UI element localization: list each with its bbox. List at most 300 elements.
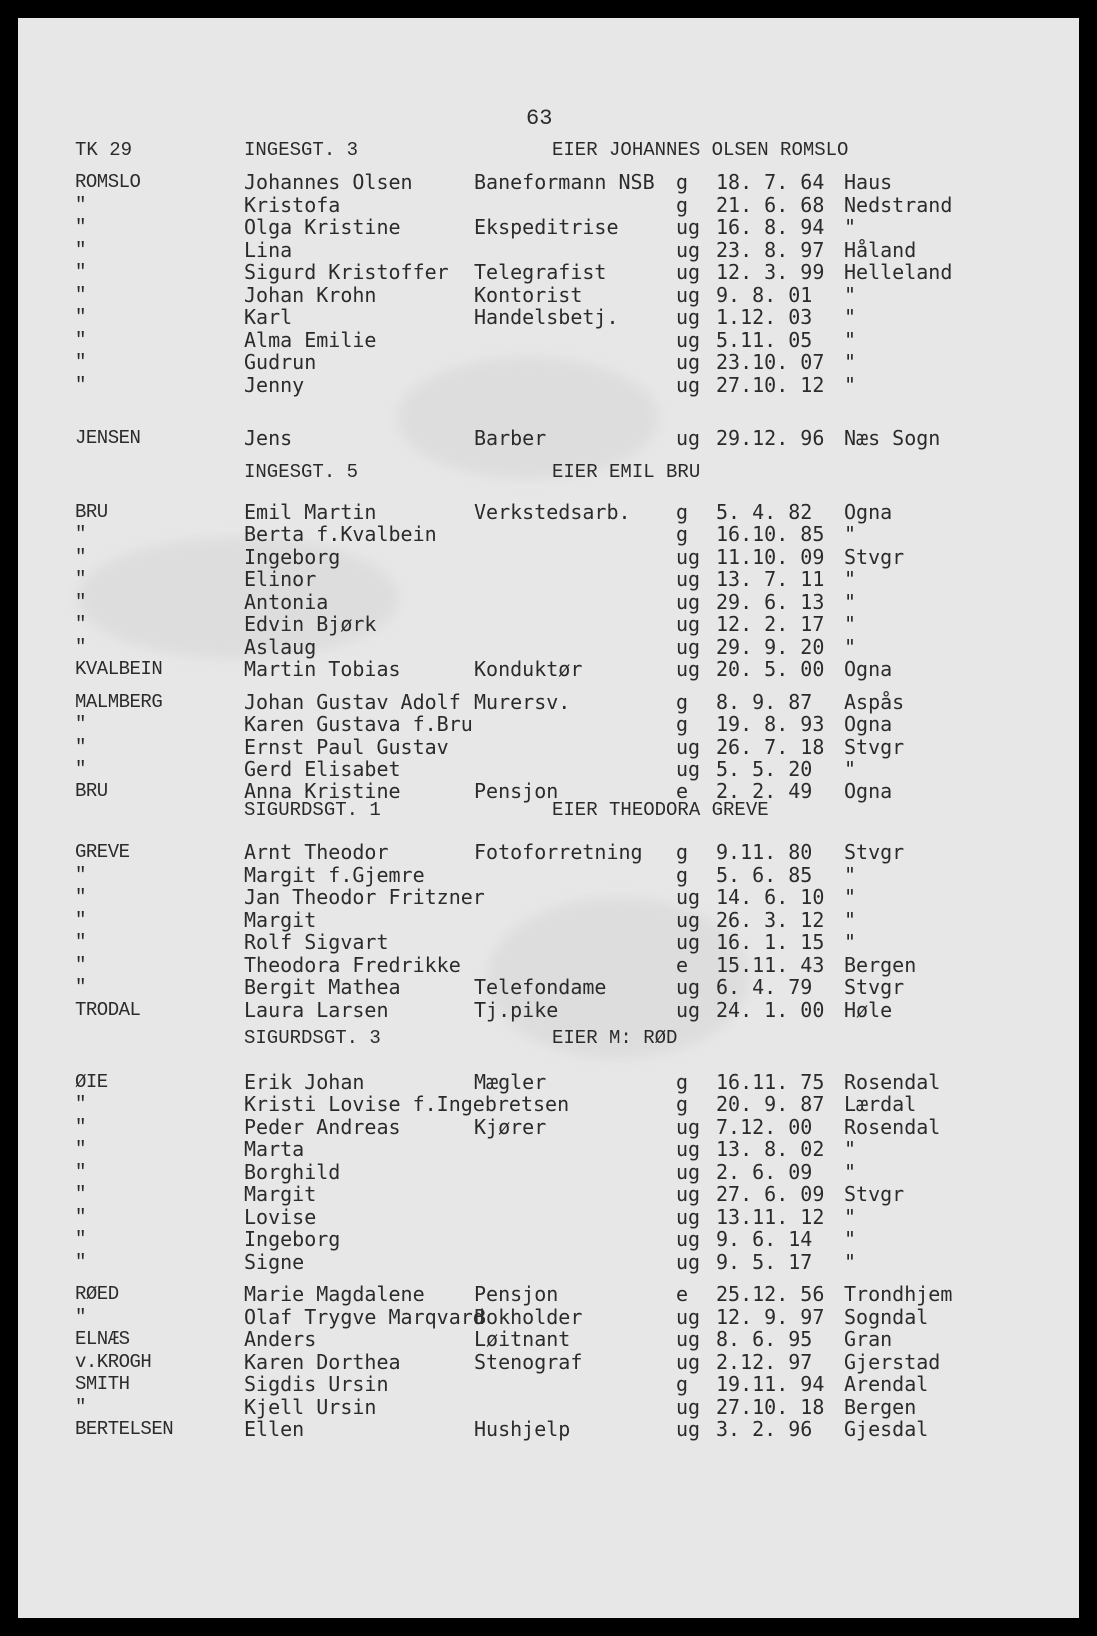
birth-place: " — [844, 1137, 857, 1161]
register-row — [18, 1115, 1079, 1139]
surname: " — [75, 758, 86, 780]
given-names: Johan Gustav Adolf — [244, 690, 461, 714]
given-names: Theodora Fredrikke — [244, 953, 461, 977]
birth-date: 12. 3. 99 — [716, 260, 825, 284]
civil-status: ug — [676, 612, 701, 636]
birth-date: 29. 6. 13 — [716, 590, 825, 614]
occupation: Baneformann NSB — [474, 170, 655, 194]
birth-place: " — [844, 757, 857, 781]
occupation: Mægler — [474, 1070, 547, 1094]
given-names: Signe — [244, 1250, 305, 1274]
given-names: Antonia — [244, 590, 329, 614]
birth-date: 14. 6. 10 — [716, 885, 825, 909]
civil-status: g — [676, 1092, 689, 1116]
birth-date: 9. 6. 14 — [716, 1227, 813, 1251]
birth-date: 11.10. 09 — [716, 545, 825, 569]
birth-date: 26. 3. 12 — [716, 908, 825, 932]
occupation: Pensjon — [474, 1282, 559, 1306]
register-row — [18, 283, 1079, 307]
birth-place: " — [844, 930, 857, 954]
given-names: Edvin Bjørk — [244, 612, 377, 636]
birth-place: Stvgr — [844, 545, 905, 569]
surname: " — [75, 261, 86, 283]
register-row — [18, 1137, 1079, 1161]
register-row — [18, 1227, 1079, 1251]
birth-place: Gran — [844, 1327, 893, 1351]
birth-date: 5. 5. 20 — [716, 757, 813, 781]
surname: JENSEN — [75, 427, 141, 449]
register-row — [18, 305, 1079, 329]
occupation: Telegrafist — [474, 260, 607, 284]
surname: KVALBEIN — [75, 658, 163, 680]
civil-status: ug — [676, 998, 701, 1022]
birth-date: 19.11. 94 — [716, 1372, 825, 1396]
birth-place: " — [844, 328, 857, 352]
birth-place: Bergen — [844, 1395, 917, 1419]
register-row — [18, 567, 1079, 591]
birth-place: Høle — [844, 998, 893, 1022]
birth-date: 23.10. 07 — [716, 350, 825, 374]
birth-date: 25.12. 56 — [716, 1282, 825, 1306]
given-names: Kjell Ursin — [244, 1395, 377, 1419]
civil-status: g — [676, 863, 689, 887]
given-names: Laura Larsen — [244, 998, 389, 1022]
register-row — [18, 735, 1079, 759]
birth-date: 27. 6. 09 — [716, 1182, 825, 1206]
surname: " — [75, 636, 86, 658]
given-names: Marta — [244, 1137, 305, 1161]
birth-date: 19. 8. 93 — [716, 712, 825, 736]
civil-status: ug — [676, 1350, 701, 1374]
register-row — [18, 215, 1079, 239]
civil-status: ug — [676, 373, 701, 397]
register-row — [18, 657, 1079, 681]
civil-status: ug — [676, 426, 701, 450]
given-names: Johan Krohn — [244, 283, 377, 307]
birth-date: 6. 4. 79 — [716, 975, 813, 999]
surname: " — [75, 931, 86, 953]
surname: ØIE — [75, 1071, 108, 1093]
occupation: Verkstedsarb. — [474, 500, 631, 524]
surname: " — [75, 591, 86, 613]
birth-place: " — [844, 350, 857, 374]
occupation: Bokholder — [474, 1305, 583, 1329]
surname: " — [75, 351, 86, 373]
civil-status: ug — [676, 1327, 701, 1351]
civil-status: ug — [676, 735, 701, 759]
surname: GREVE — [75, 841, 130, 863]
civil-status: ug — [676, 567, 701, 591]
birth-date: 9.11. 80 — [716, 840, 813, 864]
birth-place: " — [844, 635, 857, 659]
birth-date: 29.12. 96 — [716, 426, 825, 450]
surname: " — [75, 1206, 86, 1228]
occupation: Fotoforretning — [474, 840, 643, 864]
civil-status: g — [676, 500, 689, 524]
surname: " — [75, 976, 86, 998]
birth-date: 12. 2. 17 — [716, 612, 825, 636]
given-names: Marie Magdalene — [244, 1282, 425, 1306]
given-names: Lina — [244, 238, 293, 262]
occupation: Murersv. — [474, 690, 571, 714]
birth-date: 5. 4. 82 — [716, 500, 813, 524]
section-header — [18, 460, 1079, 484]
birth-place: Trondhjem — [844, 1282, 953, 1306]
civil-status: g — [676, 193, 689, 217]
civil-status: ug — [676, 757, 701, 781]
surname: " — [75, 713, 86, 735]
given-names: Jan Theodor Fritzner — [244, 885, 485, 909]
given-names: Margit — [244, 1182, 317, 1206]
civil-status: ug — [676, 328, 701, 352]
surname: " — [75, 1306, 86, 1328]
surname: " — [75, 613, 86, 635]
surname: BRU — [75, 501, 108, 523]
register-row — [18, 1070, 1079, 1094]
occupation: Stenograf — [474, 1350, 583, 1374]
birth-place: Rosendal — [844, 1115, 941, 1139]
civil-status: ug — [676, 1250, 701, 1274]
register-row — [18, 757, 1079, 781]
surname: " — [75, 523, 86, 545]
civil-status: ug — [676, 590, 701, 614]
occupation: Handelsbetj. — [474, 305, 619, 329]
birth-place: " — [844, 567, 857, 591]
civil-status: g — [676, 840, 689, 864]
civil-status: ug — [676, 1417, 701, 1441]
register-row — [18, 238, 1079, 262]
civil-status: ug — [676, 215, 701, 239]
given-names: Gudrun — [244, 350, 317, 374]
birth-place: Lærdal — [844, 1092, 917, 1116]
birth-date: 16. 8. 94 — [716, 215, 825, 239]
given-names: Kristofa — [244, 193, 341, 217]
given-names: Borghild — [244, 1160, 341, 1184]
birth-date: 7.12. 00 — [716, 1115, 813, 1139]
civil-status: ug — [676, 1205, 701, 1229]
civil-status: ug — [676, 885, 701, 909]
street-address: SIGURDSGT. 1 — [244, 799, 381, 821]
occupation: Løitnant — [474, 1327, 571, 1351]
birth-date: 16.11. 75 — [716, 1070, 825, 1094]
birth-date: 2. 6. 09 — [716, 1160, 813, 1184]
birth-date: 9. 5. 17 — [716, 1250, 813, 1274]
surname: " — [75, 329, 86, 351]
birth-date: 5. 6. 85 — [716, 863, 813, 887]
surname: " — [75, 568, 86, 590]
register-row — [18, 1160, 1079, 1184]
birth-date: 8. 6. 95 — [716, 1327, 813, 1351]
birth-date: 21. 6. 68 — [716, 193, 825, 217]
civil-status: g — [676, 690, 689, 714]
civil-status: ug — [676, 1160, 701, 1184]
civil-status: ug — [676, 1182, 701, 1206]
birth-place: Gjerstad — [844, 1350, 941, 1374]
surname: " — [75, 1251, 86, 1273]
birth-place: Stvgr — [844, 1182, 905, 1206]
document-page — [18, 18, 1079, 1618]
surname: ELNÆS — [75, 1328, 130, 1350]
birth-place: Bergen — [844, 953, 917, 977]
register-row — [18, 1092, 1079, 1116]
birth-place: " — [844, 908, 857, 932]
birth-place: Næs Sogn — [844, 426, 941, 450]
occupation: Ekspeditrise — [474, 215, 619, 239]
page-number: 63 — [526, 106, 553, 131]
register-row — [18, 260, 1079, 284]
birth-place: Stvgr — [844, 975, 905, 999]
birth-date: 13. 8. 02 — [716, 1137, 825, 1161]
birth-place: Sogndal — [844, 1305, 929, 1329]
given-names: Margit — [244, 908, 317, 932]
given-names: Karen Gustava f.Bru — [244, 712, 473, 736]
birth-date: 3. 2. 96 — [716, 1417, 813, 1441]
birth-date: 16. 1. 15 — [716, 930, 825, 954]
birth-date: 24. 1. 00 — [716, 998, 825, 1022]
civil-status: e — [676, 1282, 689, 1306]
register-row — [18, 953, 1079, 977]
given-names: Jenny — [244, 373, 305, 397]
civil-status: ug — [676, 908, 701, 932]
birth-place: " — [844, 215, 857, 239]
given-names: Johannes Olsen — [244, 170, 413, 194]
birth-date: 20. 5. 00 — [716, 657, 825, 681]
surname: TRODAL — [75, 999, 141, 1021]
given-names: Ingeborg — [244, 1227, 341, 1251]
birth-place: " — [844, 1160, 857, 1184]
birth-date: 20. 9. 87 — [716, 1092, 825, 1116]
birth-date: 1.12. 03 — [716, 305, 813, 329]
civil-status: ug — [676, 930, 701, 954]
birth-place: " — [844, 1250, 857, 1274]
civil-status: ug — [676, 657, 701, 681]
register-row — [18, 170, 1079, 194]
given-names: Arnt Theodor — [244, 840, 389, 864]
surname: " — [75, 954, 86, 976]
register-row — [18, 885, 1079, 909]
surname: v.KROGH — [75, 1351, 152, 1373]
surname: " — [75, 306, 86, 328]
civil-status: ug — [676, 545, 701, 569]
birth-date: 16.10. 85 — [716, 522, 825, 546]
civil-status: e — [676, 779, 689, 803]
register-row — [18, 545, 1079, 569]
civil-status: g — [676, 1372, 689, 1396]
street-address: INGESGT. 5 — [244, 461, 359, 483]
given-names: Peder Andreas — [244, 1115, 401, 1139]
register-row — [18, 1182, 1079, 1206]
birth-place: Ogna — [844, 779, 893, 803]
birth-place: " — [844, 1227, 857, 1251]
register-row — [18, 930, 1079, 954]
section-header — [18, 798, 1079, 822]
birth-place: Stvgr — [844, 735, 905, 759]
surname: RØED — [75, 1283, 119, 1305]
given-names: Karl — [244, 305, 293, 329]
occupation: Barber — [474, 426, 547, 450]
register-row — [18, 1417, 1079, 1441]
civil-status: ug — [676, 283, 701, 307]
register-row — [18, 1205, 1079, 1229]
register-row — [18, 1350, 1079, 1374]
register-row — [18, 522, 1079, 546]
birth-place: Nedstrand — [844, 193, 953, 217]
surname: MALMBERG — [75, 691, 163, 713]
register-row — [18, 1305, 1079, 1329]
given-names: Berta f.Kvalbein — [244, 522, 437, 546]
street-address: SIGURDSGT. 3 — [244, 1027, 381, 1049]
birth-date: 2.12. 97 — [716, 1350, 813, 1374]
surname: BRU — [75, 780, 108, 802]
civil-status: ug — [676, 635, 701, 659]
register-row — [18, 328, 1079, 352]
surname: " — [75, 1228, 86, 1250]
register-row — [18, 1372, 1079, 1396]
civil-status: ug — [676, 260, 701, 284]
register-row — [18, 908, 1079, 932]
birth-date: 2. 2. 49 — [716, 779, 813, 803]
birth-place: Haus — [844, 170, 893, 194]
given-names: Karen Dorthea — [244, 1350, 401, 1374]
birth-place: " — [844, 1205, 857, 1229]
civil-status: g — [676, 712, 689, 736]
civil-status: ug — [676, 305, 701, 329]
surname: " — [75, 546, 86, 568]
birth-date: 15.11. 43 — [716, 953, 825, 977]
civil-status: ug — [676, 238, 701, 262]
register-row — [18, 500, 1079, 524]
given-names: Ernst Paul Gustav — [244, 735, 449, 759]
occupation: Tj.pike — [474, 998, 559, 1022]
surname: " — [75, 239, 86, 261]
birth-place: Aspås — [844, 690, 905, 714]
surname: " — [75, 736, 86, 758]
given-names: Margit f.Gjemre — [244, 863, 425, 887]
occupation: Pensjon — [474, 779, 559, 803]
given-names: Sigurd Kristoffer — [244, 260, 449, 284]
birth-place: Gjesdal — [844, 1417, 929, 1441]
given-names: Anna Kristine — [244, 779, 401, 803]
given-names: Bergit Mathea — [244, 975, 401, 999]
surname: SMITH — [75, 1373, 130, 1395]
property-owner: EIER JOHANNES OLSEN ROMSLO — [552, 139, 849, 161]
register-row — [18, 712, 1079, 736]
civil-status: ug — [676, 1137, 701, 1161]
register-row — [18, 1282, 1079, 1306]
given-names: Emil Martin — [244, 500, 377, 524]
civil-status: ug — [676, 1227, 701, 1251]
occupation: Kjører — [474, 1115, 547, 1139]
property-owner: EIER EMIL BRU — [552, 461, 701, 483]
register-row — [18, 1395, 1079, 1419]
register-row — [18, 590, 1079, 614]
birth-date: 27.10. 12 — [716, 373, 825, 397]
given-names: Lovise — [244, 1205, 317, 1229]
birth-place: Ogna — [844, 657, 893, 681]
given-names: Martin Tobias — [244, 657, 401, 681]
occupation: Konduktør — [474, 657, 583, 681]
given-names: Gerd Elisabet — [244, 757, 401, 781]
given-names: Alma Emilie — [244, 328, 377, 352]
birth-date: 13.11. 12 — [716, 1205, 825, 1229]
register-row — [18, 350, 1079, 374]
surname: " — [75, 886, 86, 908]
birth-date: 12. 9. 97 — [716, 1305, 825, 1329]
given-names: Rolf Sigvart — [244, 930, 389, 954]
surname: " — [75, 194, 86, 216]
birth-date: 29. 9. 20 — [716, 635, 825, 659]
birth-place: " — [844, 590, 857, 614]
birth-date: 27.10. 18 — [716, 1395, 825, 1419]
register-row — [18, 193, 1079, 217]
given-names: Kristi Lovise f.Ingebretsen — [244, 1092, 570, 1116]
birth-place: Ogna — [844, 500, 893, 524]
birth-date: 18. 7. 64 — [716, 170, 825, 194]
occupation: Kontorist — [474, 283, 583, 307]
surname: " — [75, 1183, 86, 1205]
civil-status: g — [676, 522, 689, 546]
register-row — [18, 690, 1079, 714]
register-row — [18, 1327, 1079, 1351]
register-row — [18, 426, 1079, 450]
civil-status: ug — [676, 1115, 701, 1139]
birth-place: " — [844, 283, 857, 307]
register-row — [18, 863, 1079, 887]
street-address: INGESGT. 3 — [244, 139, 359, 161]
birth-place: Håland — [844, 238, 917, 262]
birth-place: " — [844, 305, 857, 329]
surname: " — [75, 284, 86, 306]
register-row — [18, 635, 1079, 659]
given-names: Anders — [244, 1327, 317, 1351]
civil-status: e — [676, 953, 689, 977]
surname: " — [75, 1116, 86, 1138]
birth-place: Stvgr — [844, 840, 905, 864]
surname: BERTELSEN — [75, 1418, 174, 1440]
civil-status: ug — [676, 1305, 701, 1329]
birth-place: Ogna — [844, 712, 893, 736]
given-names: Aslaug — [244, 635, 317, 659]
surname: ROMSLO — [75, 171, 141, 193]
register-row — [18, 975, 1079, 999]
property-owner: EIER THEODORA GREVE — [552, 799, 769, 821]
birth-place: " — [844, 885, 857, 909]
section-header — [18, 1026, 1079, 1050]
civil-status: g — [676, 1070, 689, 1094]
register-row — [18, 612, 1079, 636]
register-row — [18, 1250, 1079, 1274]
section-label: TK 29 — [75, 139, 133, 161]
birth-date: 5.11. 05 — [716, 328, 813, 352]
given-names: Olaf Trygve Marqvard — [244, 1305, 485, 1329]
given-names: Elinor — [244, 567, 317, 591]
birth-place: " — [844, 863, 857, 887]
register-row — [18, 998, 1079, 1022]
birth-place: Arendal — [844, 1372, 929, 1396]
surname: " — [75, 864, 86, 886]
birth-date: 23. 8. 97 — [716, 238, 825, 262]
given-names: Erik Johan — [244, 1070, 365, 1094]
register-row — [18, 840, 1079, 864]
birth-date: 8. 9. 87 — [716, 690, 813, 714]
civil-status: ug — [676, 1395, 701, 1419]
civil-status: g — [676, 170, 689, 194]
surname: " — [75, 909, 86, 931]
given-names: Ellen — [244, 1417, 305, 1441]
given-names: Jens — [244, 426, 293, 450]
given-names: Sigdis Ursin — [244, 1372, 389, 1396]
birth-place: " — [844, 373, 857, 397]
